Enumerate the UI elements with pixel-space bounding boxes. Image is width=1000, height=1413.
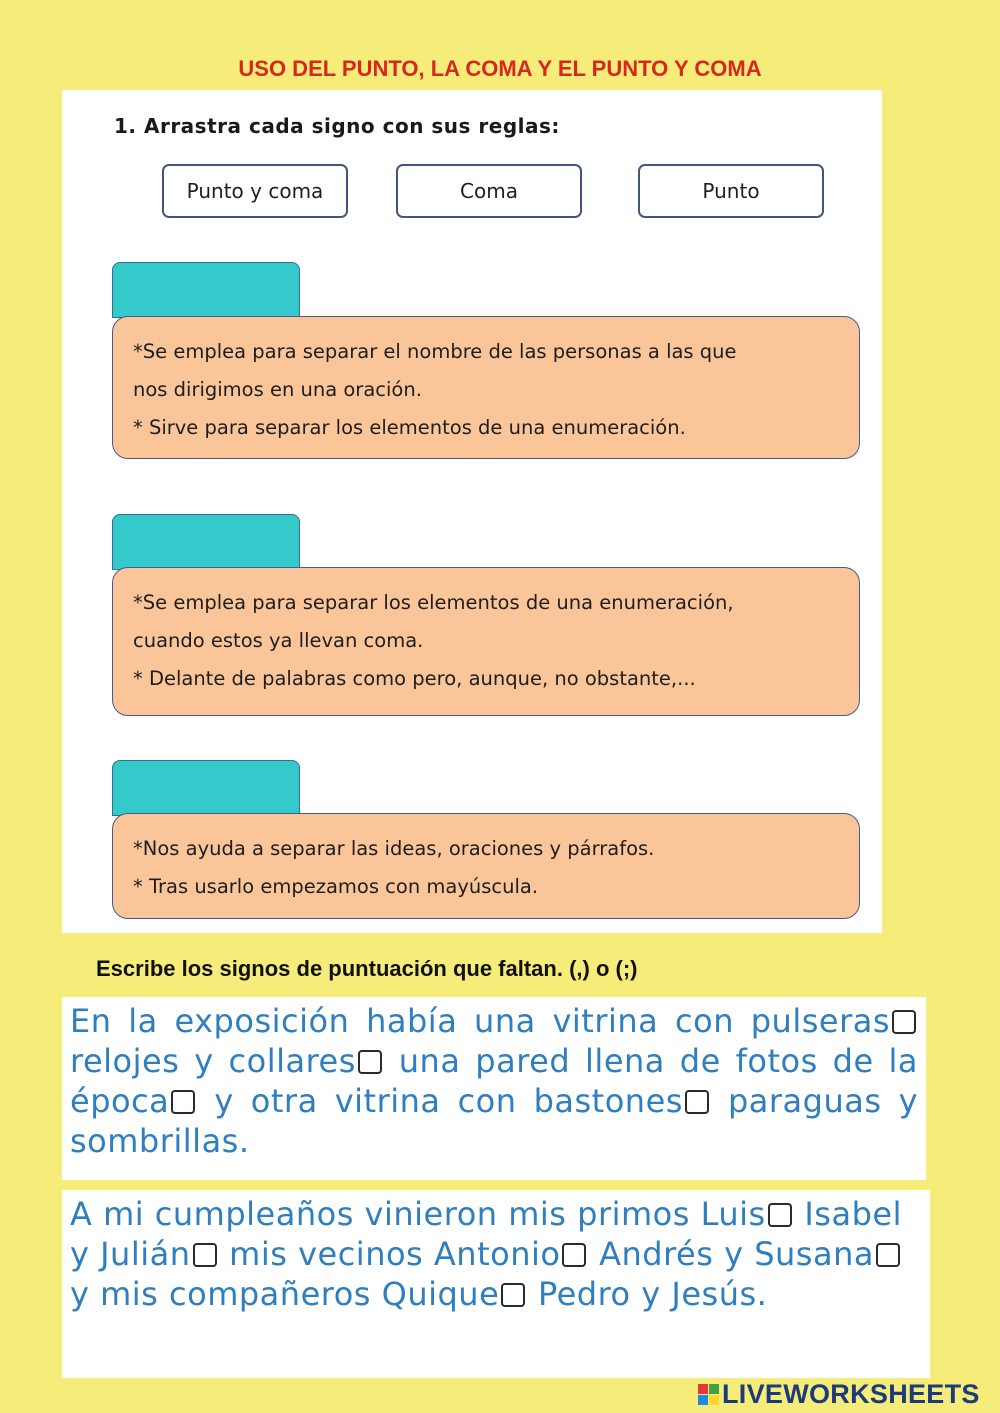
rule-box-2: [112, 567, 860, 716]
rule-1-line-1: *Se emplea para separar el nombre de las personas a las que: [133, 340, 737, 363]
rule-1-line-3: * Sirve para separar los elementos de una enumeración.: [133, 416, 686, 439]
p1-segment-4: y otra vitrina con bastones: [197, 1082, 683, 1120]
p2-segment-4: Andrés y Susana: [588, 1235, 874, 1273]
punctuation-checkbox-9[interactable]: [501, 1283, 525, 1307]
p2-segment-5: y mis compañeros Quique: [70, 1275, 500, 1313]
exercise2-paragraph-2-panel: [62, 1190, 930, 1378]
punctuation-checkbox-2[interactable]: [358, 1050, 382, 1074]
punctuation-checkbox-7[interactable]: [562, 1243, 586, 1267]
rule-2-line-3: * Delante de palabras como pero, aunque, no obstante,...: [133, 667, 696, 690]
rule-box-1: [112, 316, 860, 459]
rule-2-line-1: *Se emplea para separar los elementos de una enumeración,: [133, 591, 734, 614]
p2-segment-6: Pedro y Jesús.: [527, 1275, 768, 1313]
rule-box-3: [112, 813, 860, 919]
punctuation-checkbox-4[interactable]: [685, 1090, 709, 1114]
drop-target-rule-3[interactable]: [112, 760, 300, 816]
drop-target-rule-2[interactable]: [112, 514, 300, 570]
punctuation-checkbox-5[interactable]: [768, 1203, 792, 1227]
rule-2-line-2: cuando estos ya llevan coma.: [133, 629, 424, 652]
p1-segment-5: paraguas y sombrillas.: [70, 1082, 919, 1160]
paragraph-1: [70, 1001, 918, 1161]
rule-3-line-2: * Tras usarlo empezamos con mayúscula.: [133, 875, 539, 898]
p1-segment-1: En la exposición había una vitrina con pulseras: [70, 1002, 890, 1040]
rule-1-line-2: nos dirigimos en una oración.: [133, 378, 422, 401]
drag-option-punto[interactable]: Punto: [638, 164, 824, 218]
punctuation-checkbox-1[interactable]: [892, 1010, 916, 1034]
p2-segment-1: A mi cumpleaños vinieron mis primos Luis: [70, 1195, 766, 1233]
p1-segment-3: una pared llena de fotos de la época: [70, 1042, 919, 1120]
drag-option-punto-y-coma[interactable]: Punto y coma: [162, 164, 348, 218]
exercise1-instruction: 1. Arrastra cada signo con sus reglas:: [114, 114, 560, 138]
punctuation-checkbox-3[interactable]: [171, 1090, 195, 1114]
logo-text: LIVEWORKSHEETS: [722, 1378, 980, 1409]
exercise2-instruction: Escribe los signos de puntuación que faltan. (,) o (;): [96, 956, 638, 981]
drop-target-rule-1[interactable]: [112, 262, 300, 318]
drag-option-coma[interactable]: Coma: [396, 164, 582, 218]
punctuation-checkbox-8[interactable]: [876, 1243, 900, 1267]
exercise2-paragraph-1-panel: [62, 997, 926, 1180]
logo-mark-icon: [698, 1384, 719, 1405]
page-title: USO DEL PUNTO, LA COMA Y EL PUNTO Y COMA: [238, 56, 762, 81]
p2-segment-3: mis vecinos Antonio: [218, 1235, 561, 1273]
rule-3-line-1: *Nos ayuda a separar las ideas, oraciones y párrafos.: [133, 837, 655, 860]
p1-segment-2: relojes y collares: [70, 1042, 356, 1080]
exercise1-panel: [62, 90, 882, 933]
punctuation-checkbox-6[interactable]: [193, 1243, 217, 1267]
p2-segment-2: Isabel y Julián: [70, 1195, 902, 1273]
paragraph-2: [70, 1194, 922, 1314]
liveworksheets-logo: [698, 1378, 980, 1410]
